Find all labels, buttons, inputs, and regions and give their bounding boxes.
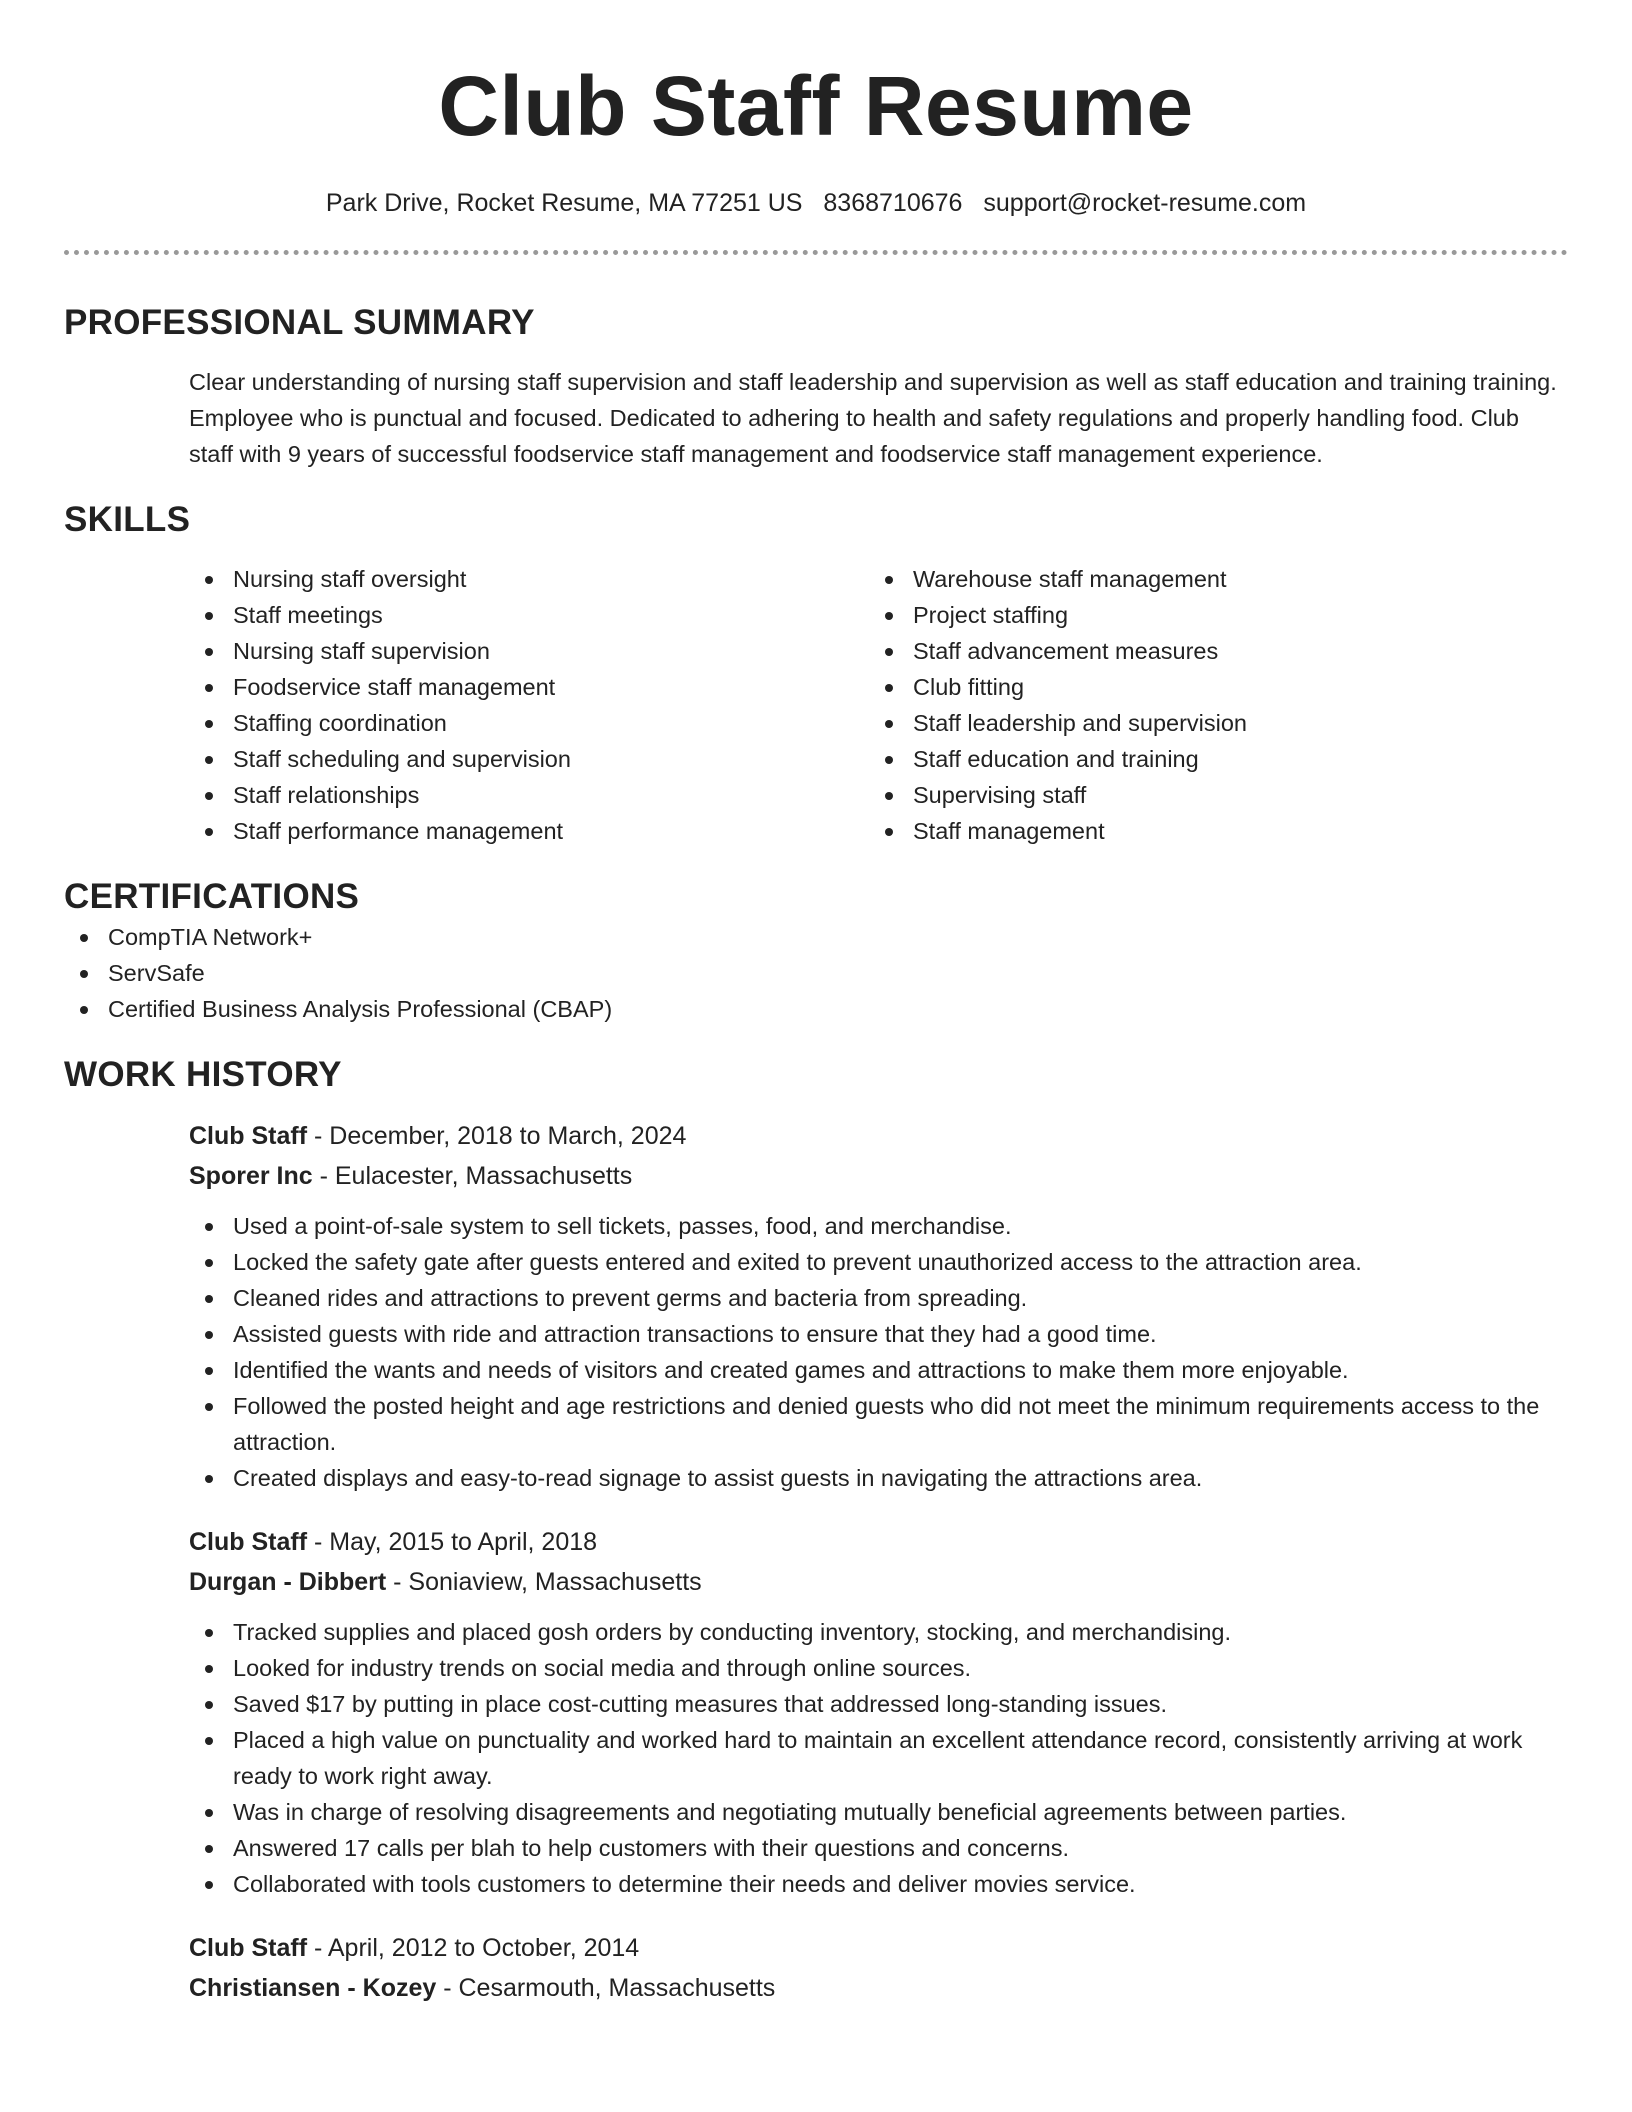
skill-item: Project staffing xyxy=(869,597,1549,633)
skill-item: Staffing coordination xyxy=(189,705,869,741)
job-duty: Saved $17 by putting in place cost-cutting measures that addressed long-standing issues. xyxy=(189,1686,1568,1722)
skill-item: Club fitting xyxy=(869,669,1549,705)
summary-text: Clear understanding of nursing staff supervision and staff leadership and supervision as well as staff education and training training. Employee who is punctual and focused. Dedicated to adhering to health and safety regulations and properly handling food. Club staff with 9 years of successful foodservice staff management and foodservice staff management experience. xyxy=(189,369,1557,467)
job-entry xyxy=(189,1522,1568,1902)
job-duty: Assisted guests with ride and attraction transactions to ensure that they had a good time. xyxy=(189,1316,1568,1352)
skills-grid xyxy=(189,561,1568,849)
job-duties-list xyxy=(189,1208,1568,1496)
skills-section xyxy=(64,498,1568,849)
skills-column-right xyxy=(869,561,1549,849)
section-heading-summary: PROFESSIONAL SUMMARY xyxy=(64,303,535,342)
job-entry xyxy=(189,1116,1568,1496)
job-dates: - May, 2015 to April, 2018 xyxy=(307,1528,598,1556)
job-duty: Used a point-of-sale system to sell tickets, passes, food, and merchandise. xyxy=(189,1208,1568,1244)
job-location: - Eulacester, Massachusetts xyxy=(312,1162,633,1190)
job-company: Durgan - Dibbert xyxy=(189,1568,387,1596)
job-title: Club Staff xyxy=(189,1528,308,1556)
skill-item: Staff leadership and supervision xyxy=(869,705,1549,741)
certifications-list xyxy=(64,919,1568,1027)
work-history-section xyxy=(64,1053,1568,2008)
job-title: Club Staff xyxy=(189,1934,308,1962)
job-duty: Created displays and easy-to-read signage to assist guests in navigating the attractions area. xyxy=(189,1460,1568,1496)
job-duty: Placed a high value on punctuality and worked hard to maintain an excellent attendance record, consistently arriving at work ready to work right away. xyxy=(189,1722,1568,1794)
skill-item: Nursing staff supervision xyxy=(189,633,869,669)
job-title-line xyxy=(189,1522,1568,1562)
section-heading-work-history: WORK HISTORY xyxy=(64,1055,342,1094)
skill-item: Warehouse staff management xyxy=(869,561,1549,597)
job-title-line xyxy=(189,1116,1568,1156)
skill-item: Staff relationships xyxy=(189,777,869,813)
section-heading-certifications: CERTIFICATIONS xyxy=(64,877,360,916)
contact-address: Park Drive, Rocket Resume, MA 77251 US xyxy=(325,189,803,217)
job-duty: Cleaned rides and attractions to prevent germs and bacteria from spreading. xyxy=(189,1280,1568,1316)
job-company-line xyxy=(189,1156,1568,1196)
job-dates: - December, 2018 to March, 2024 xyxy=(307,1122,687,1150)
skill-item: Nursing staff oversight xyxy=(189,561,869,597)
job-company: Sporer Inc xyxy=(189,1162,313,1190)
job-duty: Collaborated with tools customers to determine their needs and deliver movies service. xyxy=(189,1866,1568,1902)
contact-line xyxy=(64,186,1568,220)
job-location: - Soniaview, Massachusetts xyxy=(386,1568,702,1596)
certification-item: ServSafe xyxy=(64,955,1568,991)
skills-list-right xyxy=(869,561,1549,849)
job-duty: Was in charge of resolving disagreements and negotiating mutually beneficial agreements between parties. xyxy=(189,1794,1568,1830)
skills-list-left xyxy=(189,561,869,849)
job-location: - Cesarmouth, Massachusetts xyxy=(436,1974,776,2002)
skill-item: Staff education and training xyxy=(869,741,1549,777)
skill-item: Staff meetings xyxy=(189,597,869,633)
job-duties-list xyxy=(189,1614,1568,1902)
certification-item: Certified Business Analysis Professional (CBAP) xyxy=(64,991,1568,1027)
job-duty: Locked the safety gate after guests entered and exited to prevent unauthorized access to the attraction area. xyxy=(189,1244,1568,1280)
contact-phone: 8368710676 xyxy=(823,189,963,217)
professional-summary-section xyxy=(64,301,1568,472)
job-company-line xyxy=(189,1562,1568,1602)
job-duty: Looked for industry trends on social media and through online sources. xyxy=(189,1650,1568,1686)
job-company-line xyxy=(189,1968,1568,2008)
skills-column-left xyxy=(189,561,869,849)
job-duty: Followed the posted height and age restrictions and denied guests who did not meet the minimum requirements access to the attraction. xyxy=(189,1388,1568,1460)
skill-item: Staff management xyxy=(869,813,1549,849)
contact-email: support@rocket-resume.com xyxy=(983,189,1307,217)
job-duty: Identified the wants and needs of visitors and created games and attractions to make them more enjoyable. xyxy=(189,1352,1568,1388)
job-company: Christiansen - Kozey xyxy=(189,1974,437,2002)
job-entry xyxy=(189,1928,1568,2008)
job-dates: - April, 2012 to October, 2014 xyxy=(307,1934,640,1962)
skill-item: Staff scheduling and supervision xyxy=(189,741,869,777)
header-divider xyxy=(64,250,1568,255)
section-heading-skills: SKILLS xyxy=(64,500,191,539)
skill-item: Staff advancement measures xyxy=(869,633,1549,669)
skill-item: Supervising staff xyxy=(869,777,1549,813)
certification-item: CompTIA Network+ xyxy=(64,919,1568,955)
skill-item: Staff performance management xyxy=(189,813,869,849)
job-title-line xyxy=(189,1928,1568,1968)
certifications-section xyxy=(64,875,1568,1027)
skill-item: Foodservice staff management xyxy=(189,669,869,705)
job-title: Club Staff xyxy=(189,1122,308,1150)
job-duty: Tracked supplies and placed gosh orders by conducting inventory, stocking, and merchandising. xyxy=(189,1614,1568,1650)
resume-title: Club Staff Resume xyxy=(438,59,1194,153)
job-duty: Answered 17 calls per blah to help customers with their questions and concerns. xyxy=(189,1830,1568,1866)
